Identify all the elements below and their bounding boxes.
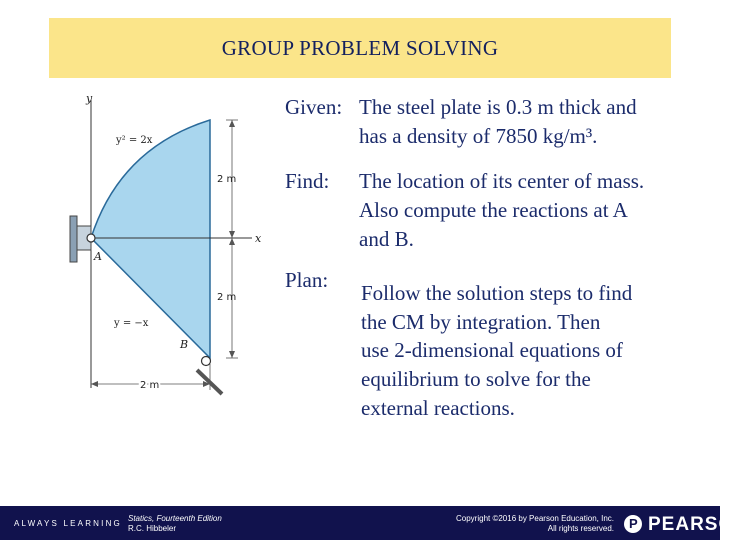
upper-curve-label: y² = 2x <box>116 135 153 146</box>
find-label: Find: <box>285 169 330 193</box>
point-b-label: B <box>180 338 189 351</box>
book-title: Statics, Fourteenth Edition <box>128 514 222 523</box>
plan-line-5: external reactions. <box>361 396 515 420</box>
plan-line-3: use 2-dimensional equations of <box>361 338 623 362</box>
given-line-2: has a density of 7850 kg/m³. <box>359 124 598 148</box>
given-line-1: The steel plate is 0.3 m thick and <box>359 95 637 119</box>
rights: All rights reserved. <box>547 524 614 533</box>
copyright: Copyright ©2016 by Pearson Education, Inc. <box>456 514 614 523</box>
plan-line-1: Follow the solution steps to find <box>361 281 633 305</box>
find-line-1: The location of its center of mass. <box>359 169 645 193</box>
plate-diagram <box>60 88 300 408</box>
steel-plate <box>91 120 210 358</box>
plan-line-2: the CM by integration. Then <box>361 310 601 334</box>
dim-width-label: 2 m <box>140 380 160 391</box>
find-line-2: Also compute the reactions at A <box>359 198 628 222</box>
pin-a <box>87 234 95 242</box>
plan-line-4: equilibrium to solve for the <box>361 367 591 391</box>
dim-upper-label: 2 m <box>217 174 237 185</box>
author: R.C. Hibbeler <box>128 524 177 533</box>
support-b-surface <box>197 370 222 394</box>
y-axis-label: y <box>86 92 93 105</box>
find-line-3: and B. <box>359 227 414 251</box>
given-label: Given: <box>285 95 343 119</box>
point-a-label: A <box>94 250 102 263</box>
roller-b <box>202 357 211 366</box>
pearson-brand: PEARSON <box>648 514 749 535</box>
footer-bar <box>0 506 749 540</box>
x-axis-label: x <box>255 232 262 245</box>
plan-label: Plan: <box>285 268 329 292</box>
support-a-wall <box>70 216 77 262</box>
page-title: GROUP PROBLEM SOLVING <box>221 36 499 60</box>
always-learning-text: ALWAYS LEARNING <box>14 519 122 528</box>
pearson-logo-icon: P <box>624 515 642 533</box>
dim-lower-label: 2 m <box>217 292 237 303</box>
lower-curve-label: y = −x <box>114 318 149 329</box>
title-bar <box>49 18 671 78</box>
